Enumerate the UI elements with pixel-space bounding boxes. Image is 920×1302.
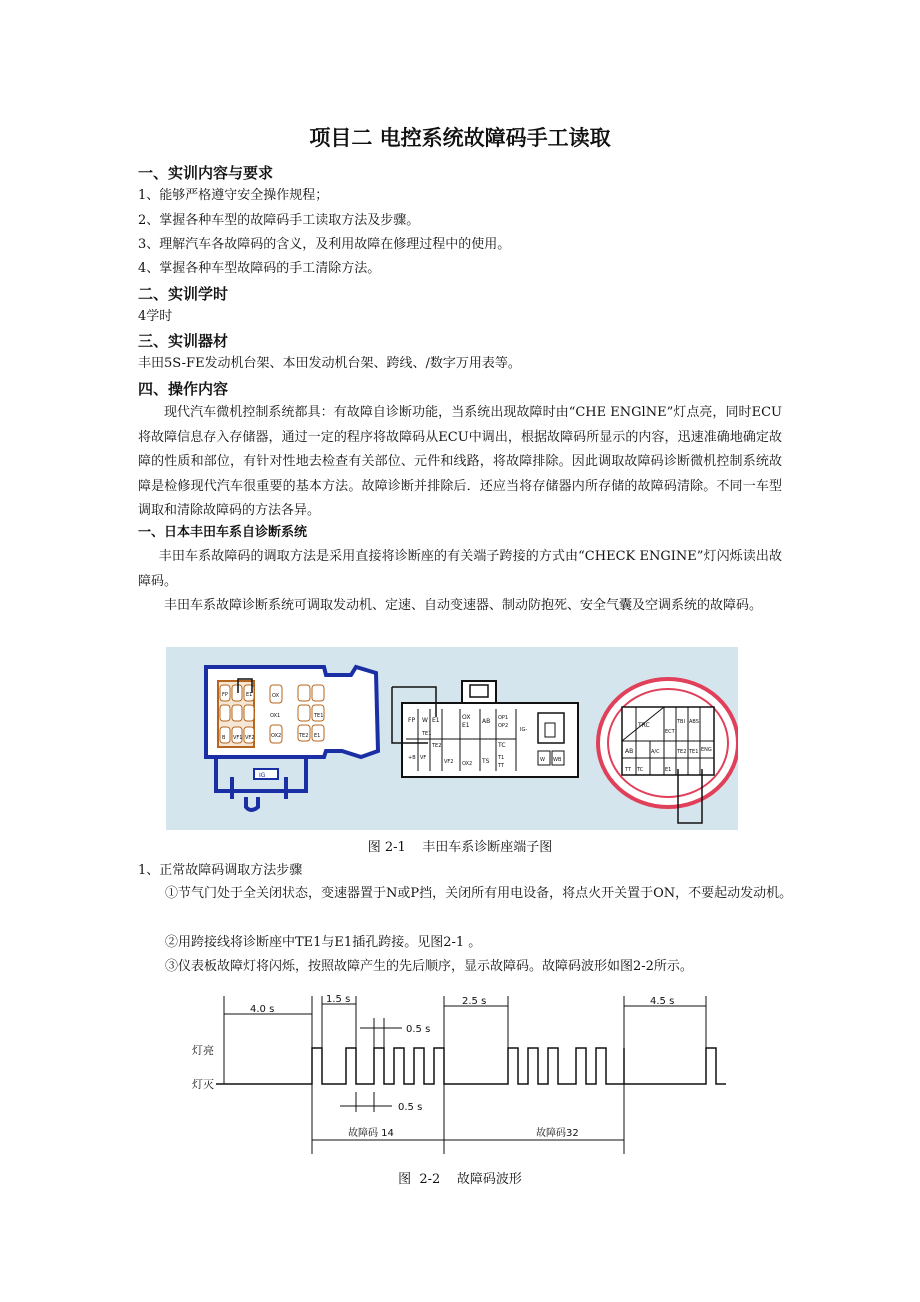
terminal-label: TE2 [677, 749, 687, 755]
label-light-on: 灯亮 [192, 1044, 214, 1057]
terminal-label: TE2 [299, 733, 309, 739]
toyota-heading: 一、日本丰田车系自诊断系统 [138, 525, 308, 540]
terminal-label: TE1 [422, 731, 432, 737]
terminal-label: TRC [638, 722, 650, 729]
operation-intro-paragraph: 现代汽车微机控制系统都具：有故障自诊断功能，当系统出现故障时由“CHE ENGlNE”灯点亮，同时ECU将故障信息存入存储器，通过一定的程序将故障码从ECU中调出，根据故障码所显示的内容，迅速准确地确定故障的性质和部位，有针对性地去检查有关部位、元件和线路，将故障排除。因此调取故障码诊断微机控制系统故障是检修现代汽车很重要的基本方法。故障诊断并排除后．还应当将存储器内所存储的故障码清除。不同一车型调取和清除故障码的方法各异。 [138, 405, 782, 518]
code-32-label: 故障码32 [536, 1128, 579, 1139]
terminal-label: TT [625, 767, 632, 773]
terminal-label: E1 [432, 717, 440, 724]
terminal-label: IG- [520, 727, 528, 733]
time-label-gap: 1.5 s [326, 994, 351, 1005]
hours-text: 4学时 [138, 309, 173, 324]
requirement-item: 3、理解汽车各故障码的含义，及利用故障在修理过程中的使用。 [138, 237, 511, 252]
waveform-trace [216, 1048, 726, 1084]
procedure-step: ①节气门处于全关闭状态，变速器置于N或P挡，关闭所有用电设备，将点火开关置于ON，不要起动发动机。 [165, 886, 793, 901]
procedure-step: ②用跨接线将诊断座中TE1与E1插孔跨接。见图2-1 。 [165, 935, 482, 950]
time-label-start: 4.0 s [250, 1004, 275, 1015]
terminal-label: OP2 [498, 723, 509, 729]
equipment-text: 丰田5S-FE发动机台架、本田发动机台架、跨线、/数字万用表等。 [138, 356, 521, 371]
dimension-lines [224, 996, 706, 1154]
section-heading-operation: 四、操作内容 [138, 380, 229, 398]
time-label-pulse: 0.5 s [406, 1024, 431, 1035]
terminal-label: OX [272, 693, 280, 699]
terminal-label: WB [553, 757, 562, 763]
terminal-label: +B [408, 755, 416, 761]
terminal-label: VF2 [245, 735, 255, 741]
section-heading-requirements: 一、实训内容与要求 [138, 164, 274, 182]
fault-code-waveform-figure [180, 982, 740, 1162]
requirement-item: 4、掌握各种车型故障码的手工清除方法。 [138, 261, 381, 276]
requirement-item: 1、能够严格遵守安全操作规程； [138, 188, 329, 203]
terminal-label: W [540, 757, 545, 763]
terminal-label: VF [420, 755, 427, 761]
toyota-paragraph-2: 丰田车系故障诊断系统可调取发动机、定速、自动变速器、制动防抱死、安全气囊及空调系统的故障码。 [164, 598, 763, 613]
terminal-label: TC [637, 767, 644, 773]
procedure-heading: 1、正常故障码调取方法步骤 [138, 863, 303, 878]
terminal-label: W [422, 717, 428, 724]
terminal-label: A/C [651, 749, 660, 755]
section-heading-hours: 二、实训学时 [138, 285, 229, 303]
terminal-label: T1 [498, 755, 505, 761]
procedure-step: ③仪表板故障灯将闪烁，按照故障产生的先后顺序，显示故障码。故障码波形如图2-2所示。 [165, 959, 693, 974]
terminal-label: E1 [246, 692, 253, 698]
page-title: 项目二 电控系统故障码手工读取 [309, 126, 611, 150]
terminal-label: E1 [665, 767, 672, 773]
terminal-label: TC [498, 742, 506, 749]
terminal-label: ECT [665, 729, 675, 735]
terminal-label: OX2 [462, 761, 473, 767]
terminal-label: TE1 [689, 749, 699, 755]
terminal-label: FP [408, 717, 416, 724]
terminal-label: TE1 [314, 713, 324, 719]
terminal-label: AB [482, 718, 491, 725]
diagnostic-connector-figure [166, 647, 738, 830]
time-label-repeat: 4.5 s [650, 996, 675, 1007]
terminal-label: OX [462, 714, 471, 721]
terminal-label: FP [222, 692, 228, 698]
label-light-off: 灯灭 [192, 1078, 214, 1091]
terminal-label: E1 [462, 722, 470, 729]
code-14-label: 故障码 14 [348, 1128, 394, 1139]
terminal-label: OX1 [270, 713, 281, 719]
terminal-label: TBI [677, 719, 685, 725]
toyota-paragraph-1: 丰田车系故障码的调取方法是采用直接将诊断座的有关端子跨接的方式由“CHECK ENGINE”灯闪烁读出故障码。 [138, 549, 782, 589]
section-heading-equipment: 三、实训器材 [138, 332, 229, 350]
terminal-label: VF1 [233, 735, 243, 741]
terminal-label: OX2 [271, 733, 282, 739]
terminal-label: E1 [314, 733, 321, 739]
terminal-label: VF2 [444, 759, 454, 765]
terminal-label: B [222, 735, 226, 741]
figure-2-2-caption: 图 2-2 故障码波形 [398, 1172, 522, 1187]
time-label-low: 0.5 s [398, 1102, 423, 1113]
terminal-label: ENG [701, 747, 712, 753]
figure-2-1-caption: 图 2-1 丰田车系诊断座端子图 [367, 840, 553, 855]
terminal-label: TT [498, 763, 505, 769]
terminal-label: AB [625, 748, 634, 755]
terminal-label: TS [482, 758, 490, 765]
terminal-label: ABS [689, 719, 699, 725]
svg-text:IG: IG [259, 772, 266, 779]
terminal-label: OP1 [498, 715, 509, 721]
terminal-label: TE2 [432, 743, 442, 749]
time-label-separation: 2.5 s [462, 996, 487, 1007]
requirement-item: 2、掌握各种车型的故障码手工读取方法及步骤。 [138, 213, 420, 228]
